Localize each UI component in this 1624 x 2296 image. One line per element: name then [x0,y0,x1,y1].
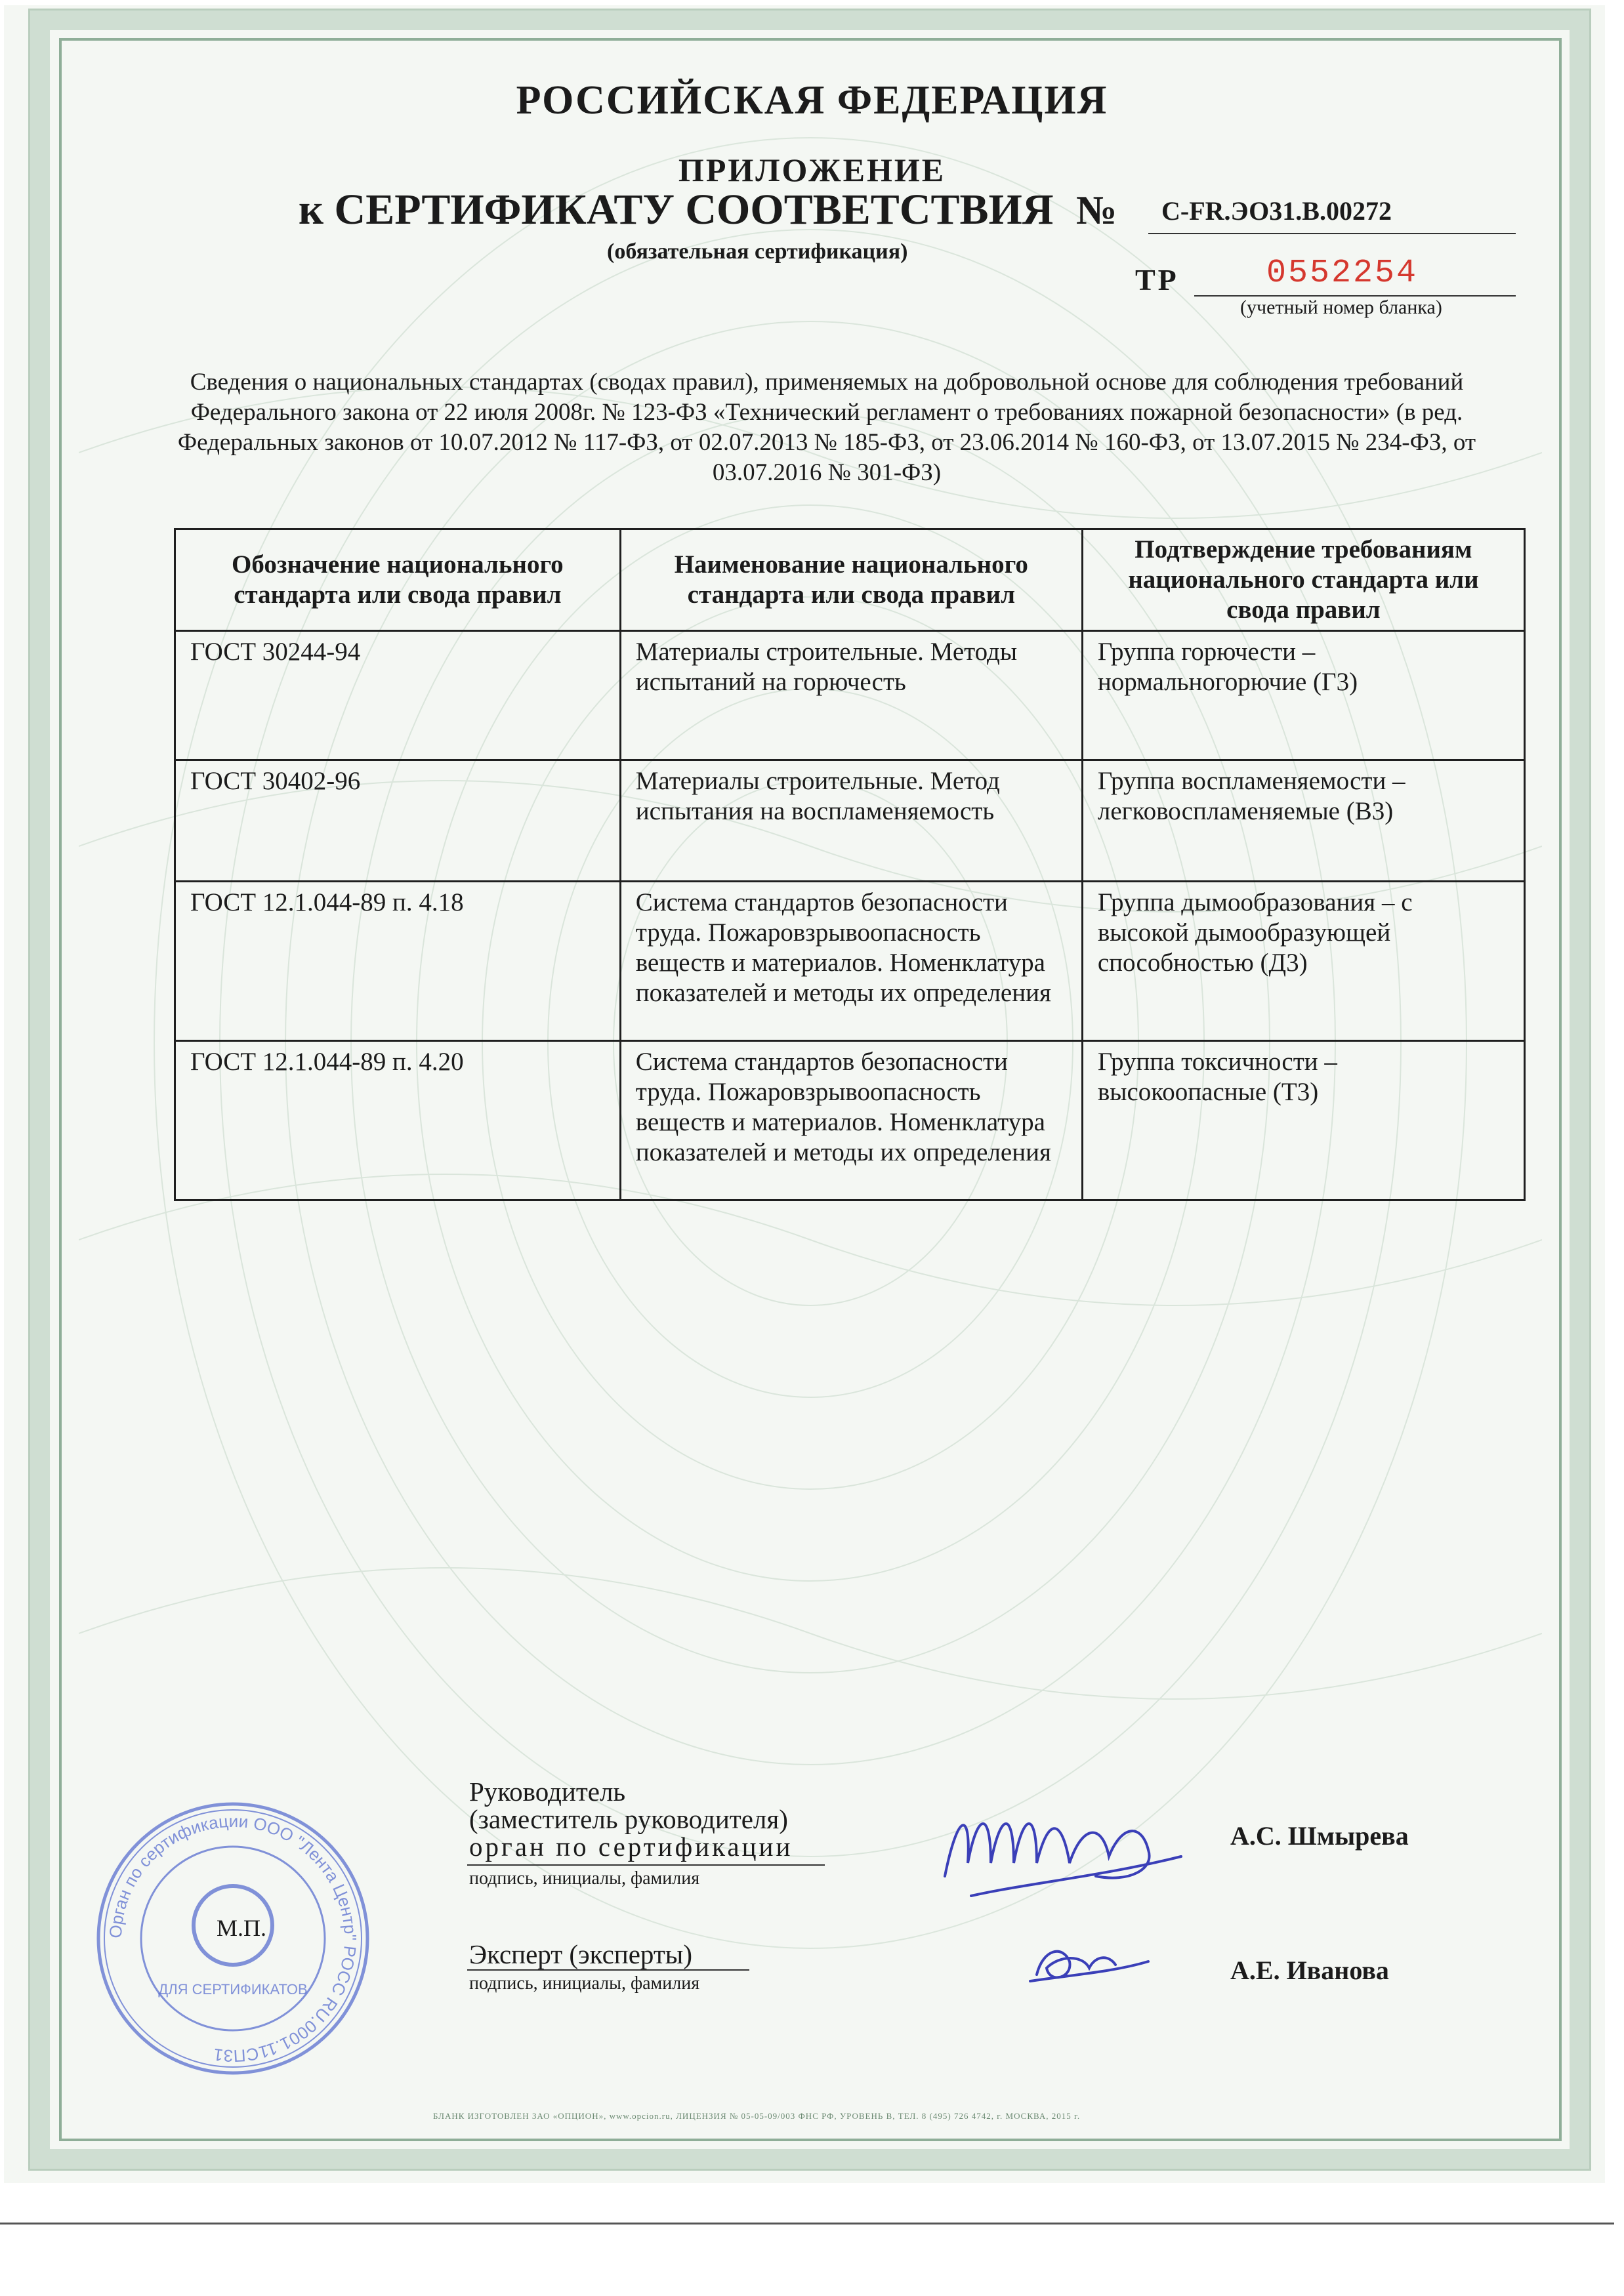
certificate-title [299,185,1117,235]
cell-name: Материалы строительные. Методы испытаний на горючесть [620,631,1082,760]
cell-name: Материалы строительные. Метод испытания на воспламеняемость [620,760,1082,882]
head-signatory-name: А.С. Шмырева [1230,1821,1409,1851]
cell-designation: ГОСТ 12.1.044-89 п. 4.18 [175,882,621,1041]
seal-place-label: М.П. [217,1915,267,1941]
expert-signature-line [467,1969,749,1971]
blank-number-caption: (учетный номер бланка) [1240,297,1442,318]
appendix-label: ПРИЛОЖЕНИЕ [678,152,946,188]
expert-signature-caption: подпись, инициалы, фамилия [469,1973,700,1994]
head-signatory-role [469,1778,823,1860]
head-signature-line [467,1864,825,1866]
expert-name: А.Е. Иванова [1230,1956,1389,1985]
table-row [175,882,1525,1041]
blank-number: 0552254 [1266,255,1419,292]
cell-confirmation: Группа токсичности – высокоопасные (Т3) [1082,1041,1524,1200]
head-role-line2: (заместитель руководителя) [469,1804,788,1834]
cell-designation: ГОСТ 30244-94 [175,631,621,760]
certificate-number: C-FR.ЭО31.В.00272 [1161,196,1392,226]
page-bottom-rule [0,2223,1614,2224]
table-row [175,1041,1525,1200]
cell-designation: ГОСТ 30402-96 [175,760,621,882]
head-role-line3: орган по сертификации [469,1832,793,1862]
table-row [175,760,1525,882]
stamp-inner-text: ДЛЯ СЕРТИФИКАТОВ [158,1981,308,1998]
number-sign: № [1076,188,1117,233]
cell-name: Система стандартов безопасности труда. Пожаровзрывоопасность веществ и материалов. Номенклатура показателей и методы их определения [620,882,1082,1041]
cell-designation: ГОСТ 12.1.044-89 п. 4.20 [175,1041,621,1200]
cell-confirmation: Группа горючести – нормальногорючие (Г3) [1082,631,1524,760]
stamp-ring-text: Орган по сертификации ООО "Лента Центр" РОСС RU.0001.11СП31 [105,1811,361,2066]
certificate-number-underline [1148,233,1516,234]
expert-label: Эксперт (эксперты) [469,1939,692,1969]
standards-table [174,528,1526,1201]
head-role-line1: Руководитель [469,1776,626,1807]
expert-signature [1024,1935,1155,1994]
blank-manufacturer-note: БЛАНК ИЗГОТОВЛЕН ЗАО «ОПЦИОН», www.opcion.ru, ЛИЦЕНЗИЯ № 05-05-09/003 ФНС РФ, УРОВЕНЬ В, ТЕЛ. 8 (495) 726 4742, г. МОСКВА, 2015 г. [433,2111,1081,2121]
header-name: Наименование национального стандарта или свода правил [620,529,1082,631]
head-signature [932,1784,1194,1916]
cell-confirmation: Группа дымообразования – с высокой дымообразующей способностью (Д3) [1082,882,1524,1041]
header-designation: Обозначение национального стандарта или свода правил [175,529,621,631]
country-title: РОССИЙСКАЯ ФЕДЕРАЦИЯ [516,78,1108,123]
tp-label: ТР [1135,263,1179,297]
header-confirmation: Подтверждение требованиям национального стандарта или свода правил [1082,529,1524,631]
intro-paragraph: Сведения о национальных стандартах (сводах правил), применяемых на добровольной основе для соблюдения требований Федерального закона от 22 июля 2008г. № 123-ФЗ «Технический регламент о требованиях пожарной безопасности» (в ред. Федеральных законов от 10.07.2012 № 117-ФЗ, от 02.07.2013 № 185-ФЗ, от 23.06.2014 № 160-ФЗ, от 13.07.2015 № 234-ФЗ, от 03.07.2016 № 301-ФЗ) [177,369,1476,486]
certification-type: (обязательная сертификация) [607,239,908,264]
table-row [175,631,1525,760]
cell-name: Система стандартов безопасности труда. Пожаровзрывоопасность веществ и материалов. Номенклатура показателей и методы их определения [620,1041,1082,1200]
head-signature-caption: подпись, инициалы, фамилия [469,1868,700,1889]
cell-confirmation: Группа воспламеняемости – легковоспламеняемые (В3) [1082,760,1524,882]
certificate-title-text: к СЕРТИФИКАТУ СООТВЕТСТВИЯ [299,186,1054,234]
table-header-row [175,529,1525,631]
